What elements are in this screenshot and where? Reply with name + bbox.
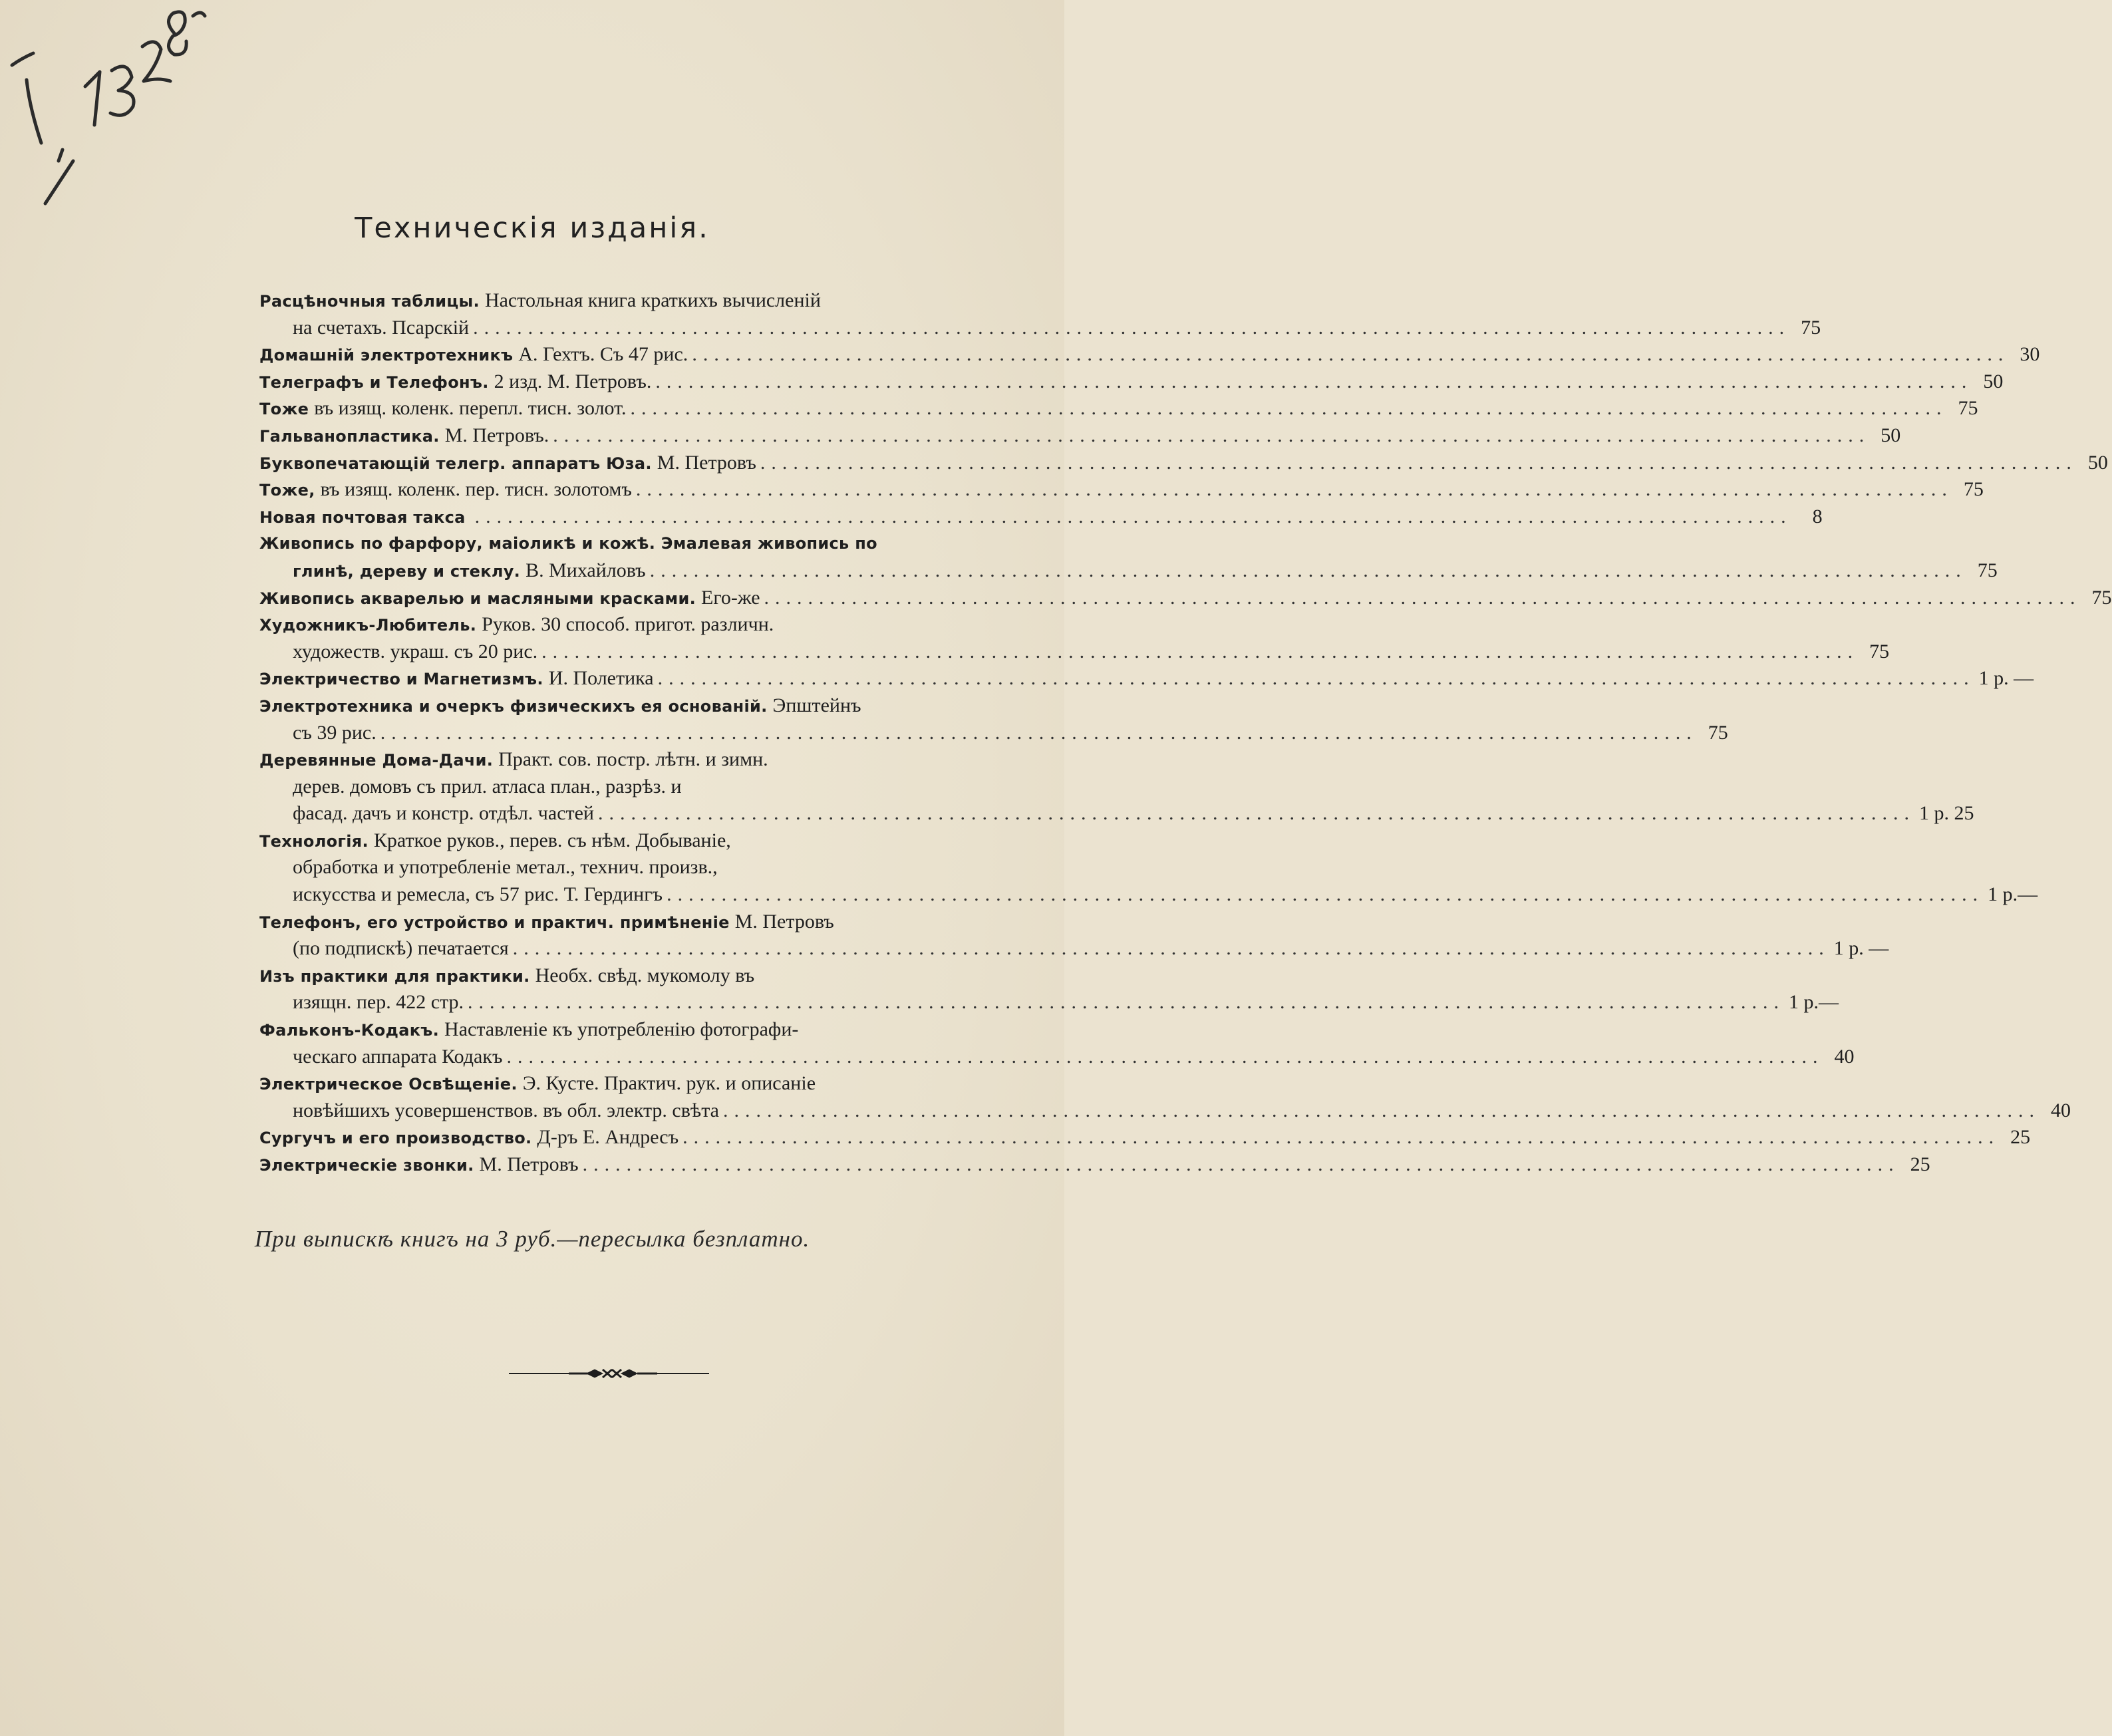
leader-dots: ........................................................................................................................ xyxy=(506,1045,1824,1068)
entry-line xyxy=(259,1070,959,1097)
entry-line xyxy=(259,746,959,774)
catalog-entry xyxy=(259,422,1901,450)
catalog-entry xyxy=(259,665,2034,692)
entry-price: 75 xyxy=(1963,478,1984,501)
leader-dots: ........................................................................................................................ xyxy=(692,343,2010,366)
leader-dots: ........................................................................................................................ xyxy=(723,1099,2040,1121)
leader-dots: ........................................................................................................................ xyxy=(682,1126,2000,1149)
leader-dots: ........................................................................................................................ xyxy=(630,397,1948,420)
entry-description: Необх. свѣд. мукомолу въ xyxy=(535,964,755,986)
inventory-handwritten-mark xyxy=(7,7,206,213)
entry-price: 75 xyxy=(1801,316,1821,339)
entry-description: Настольная книга краткихъ вычисленій xyxy=(484,289,821,311)
catalog-entry xyxy=(259,287,1821,341)
entry-heading: глинѣ, дереву и стеклу. xyxy=(293,561,521,581)
entry-continuation-line xyxy=(259,1044,1855,1071)
leader-dots: ........................................................................................................................ xyxy=(760,451,2077,474)
entry-heading: Живопись акварелью и масляными красками. xyxy=(259,589,696,608)
catalog-entry xyxy=(259,341,2040,368)
entry-description: М. Петровъ. xyxy=(444,424,549,446)
catalog-entry xyxy=(259,504,1823,531)
entry-price: 8 xyxy=(1812,505,1823,527)
entry-description: ческаго аппарата Кодакъ xyxy=(293,1045,503,1068)
leader-dots: ........................................................................................................................ xyxy=(667,883,1984,906)
entry-price: 75 xyxy=(1708,721,1728,744)
entry-description: М. Петровъ xyxy=(734,910,834,933)
entry-price: 25 xyxy=(2010,1126,2031,1149)
entry-continuation-line xyxy=(259,720,1728,747)
entry-heading: Телеграфъ и Телефонъ. xyxy=(259,372,489,392)
entry-continuation-line xyxy=(259,935,1889,962)
entry-description: Его-же xyxy=(701,586,760,609)
leader-dots: ........................................................................................................................ xyxy=(468,991,1785,1014)
entry-price: 1 р. 25 xyxy=(1919,802,1974,825)
entry-line xyxy=(259,530,959,557)
entry-heading: Живопись по фарфору, маіоликѣ и кожѣ. Эмалевая живопись по xyxy=(259,534,877,553)
entry-price: 40 xyxy=(2051,1099,2071,1121)
entry-continuation-line xyxy=(259,854,959,881)
entry-price: 40 xyxy=(1834,1045,1855,1068)
catalog-entry xyxy=(259,476,1984,504)
entry-price: 25 xyxy=(1910,1153,1930,1175)
entry-heading: Электрическое Освѣщеніе. xyxy=(259,1075,518,1094)
catalog-entry xyxy=(259,611,1890,665)
entry-continuation-line xyxy=(259,557,1998,585)
entry-description: Практ. сов. постр. лѣтн. и зимн. xyxy=(498,748,768,771)
entry-price: 50 xyxy=(1983,370,2004,392)
entry-price: 75 xyxy=(2091,586,2112,609)
catalog-entry xyxy=(259,692,1728,746)
entry-line xyxy=(259,368,2004,396)
leader-dots: ........................................................................................................................ xyxy=(657,667,1975,690)
entry-description: Наставленіе къ употребленію фотографи- xyxy=(444,1018,799,1041)
entry-description: Д-ръ Е. Андресъ xyxy=(537,1126,679,1149)
entry-description: дерев. домовъ съ прил. атласа план., разрѣз. и xyxy=(293,775,682,797)
entry-description: Э. Кусте. Практич. рук. и описаніе xyxy=(522,1072,816,1095)
entry-heading: Фальконъ-Кодакъ. xyxy=(259,1021,440,1040)
entry-price: 1 р. — xyxy=(1833,937,1889,960)
entry-heading: Домашній электротехникъ xyxy=(259,346,514,365)
entry-continuation-line xyxy=(259,989,1839,1016)
shipping-note: При выпискѣ книгъ на 3 руб.—пересылка безплатно. xyxy=(254,1226,810,1252)
entry-heading: Буквопечатающій телегр. аппаратъ Юза. xyxy=(259,454,652,473)
entry-line xyxy=(259,909,959,936)
catalog-entry xyxy=(259,450,2108,477)
entry-heading: Тоже xyxy=(259,400,309,419)
catalog-entry xyxy=(259,395,1978,422)
entry-description: съ 39 рис. xyxy=(293,721,377,744)
leader-dots: ........................................................................................................................ xyxy=(474,505,1792,527)
entry-line xyxy=(259,504,1823,531)
entry-line xyxy=(259,395,1978,422)
entry-heading: Электротехника и очеркъ физическихъ ея основаній. xyxy=(259,696,768,716)
entry-heading: Электричество и Магнетизмъ. xyxy=(259,670,543,689)
entry-description: фасад. дачъ и констр. отдѣл. частей xyxy=(293,802,594,825)
entry-price: 75 xyxy=(1977,559,1998,581)
entry-line xyxy=(259,1124,2031,1151)
entry-description: И. Полетика xyxy=(548,667,654,690)
leader-dots: ........................................................................................................................ xyxy=(635,478,1953,501)
leader-dots: ........................................................................................................................ xyxy=(512,937,1830,960)
entry-line xyxy=(259,827,959,855)
entry-line xyxy=(259,476,1984,504)
entry-description: въ изящ. коленк. пер. тисн. золотомъ xyxy=(320,478,632,501)
catalog-entry xyxy=(259,827,2038,909)
entry-price: 50 xyxy=(2087,451,2108,474)
entry-heading: Электрическіе звонки. xyxy=(259,1156,474,1175)
entry-continuation-line xyxy=(259,1097,2071,1125)
entry-price: 50 xyxy=(1881,424,1901,446)
entry-description: искусства и ремесла, съ 57 рис. Т. Гердингъ xyxy=(293,883,663,906)
leader-dots: ........................................................................................................................ xyxy=(598,802,1915,825)
leader-dots: ........................................................................................................................ xyxy=(655,370,1973,392)
entry-price: 1 р.— xyxy=(1789,991,1839,1014)
entry-description: М. Петровъ xyxy=(657,451,756,474)
entry-heading: Тоже, xyxy=(259,481,315,500)
entry-description: новѣйшихъ усовершенствов. въ обл. электр. свѣта xyxy=(293,1099,719,1121)
entry-price: 75 xyxy=(1869,640,1890,662)
entry-line xyxy=(259,611,959,639)
catalog-entry xyxy=(259,909,1889,962)
catalog-entry xyxy=(259,368,2004,396)
entry-description: въ изящ. коленк. перепл. тисн. золот. xyxy=(314,397,627,420)
entry-heading: Художникъ-Любитель. xyxy=(259,616,477,635)
entry-heading: Гальванопластика. xyxy=(259,426,440,446)
catalog-entry xyxy=(259,746,1974,827)
entry-description: Краткое руков., перев. съ нѣм. Добываніе, xyxy=(373,829,731,851)
entry-line xyxy=(259,692,959,720)
leader-dots: ........................................................................................................................ xyxy=(541,640,1859,662)
entry-heading: Изъ практики для практики. xyxy=(259,966,530,986)
page-title: Техническія изданія. xyxy=(355,212,710,245)
entry-description: обработка и употребленіе метал., технич. произв., xyxy=(293,856,718,879)
entry-line xyxy=(259,1016,959,1044)
entry-heading: Новая почтовая такса xyxy=(259,507,466,527)
entry-continuation-line xyxy=(259,881,2038,909)
leader-dots: ........................................................................................................................ xyxy=(553,424,1871,446)
entry-price: 75 xyxy=(1958,397,1978,420)
entry-description: Эпштейнъ xyxy=(772,694,861,716)
catalog-entry xyxy=(259,585,2112,612)
entry-description: (по подпискѣ) печатается xyxy=(293,937,509,960)
entry-line xyxy=(259,422,1901,450)
catalog-entry xyxy=(259,530,1998,584)
ornament-divider-icon xyxy=(506,1365,712,1382)
catalog-entry xyxy=(259,1151,1930,1179)
leader-dots: ........................................................................................................................ xyxy=(582,1153,1900,1175)
entry-line xyxy=(259,1151,1930,1179)
entry-heading: Деревянные Дома-Дачи. xyxy=(259,751,494,770)
entry-description: 2 изд. М. Петровъ. xyxy=(494,370,652,392)
catalog-entry xyxy=(259,962,1839,1016)
entry-line xyxy=(259,450,2108,477)
catalog-entry xyxy=(259,1124,2031,1151)
entry-heading: Расцѣночныя таблицы. xyxy=(259,292,480,311)
entry-description: Руков. 30 способ. пригот. различн. xyxy=(482,613,774,636)
catalog-entry xyxy=(259,1070,2071,1124)
entry-description: А. Гехтъ. Съ 47 рис. xyxy=(518,343,688,366)
entry-line xyxy=(259,287,959,315)
entry-price: 1 р.— xyxy=(1988,883,2038,906)
entry-heading: Технологія. xyxy=(259,831,369,851)
entry-description: на счетахъ. Псарскій xyxy=(293,316,470,339)
entry-description: В. Михайловъ xyxy=(526,559,646,581)
catalog-entry xyxy=(259,1016,1855,1070)
entry-continuation-line xyxy=(259,774,959,801)
entry-heading: Телефонъ, его устройство и практич. примѣненіе xyxy=(259,913,730,932)
entry-price: 1 р. — xyxy=(1978,667,2034,690)
entry-line xyxy=(259,585,2112,612)
entry-continuation-line xyxy=(259,639,1890,666)
entry-price: 30 xyxy=(2020,343,2040,366)
entry-continuation-line xyxy=(259,800,1974,827)
leader-dots: ........................................................................................................................ xyxy=(649,559,1967,581)
entry-line xyxy=(259,341,2040,368)
leader-dots: ........................................................................................................................ xyxy=(473,316,1791,339)
handwriting-icon xyxy=(7,7,206,213)
entry-description: изящн. пер. 422 стр. xyxy=(293,991,464,1014)
entry-description: М. Петровъ xyxy=(479,1153,579,1175)
entry-continuation-line xyxy=(259,315,1821,342)
leader-dots: ........................................................................................................................ xyxy=(764,586,2081,609)
leader-dots: ........................................................................................................................ xyxy=(380,721,1698,744)
entry-heading: Сургучъ и его производство. xyxy=(259,1129,532,1148)
entry-description: художеств. украш. съ 20 рис. xyxy=(293,640,538,662)
entry-line xyxy=(259,962,959,990)
entry-line xyxy=(259,665,2034,692)
catalog-list xyxy=(259,287,2112,1179)
